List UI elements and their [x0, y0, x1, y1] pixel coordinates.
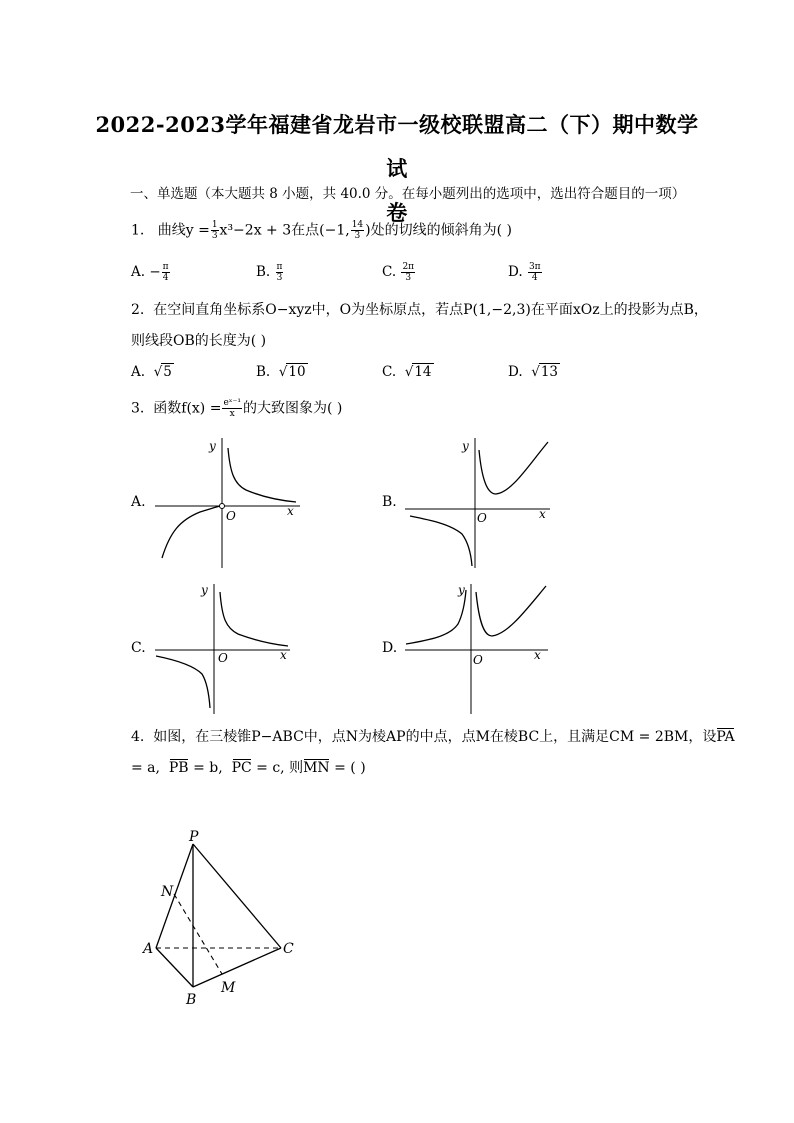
axis-y-label: y [458, 583, 465, 597]
axis-x-label: x [539, 507, 546, 521]
q3-label-c: C. [131, 640, 146, 656]
q2-option-c: C. √14 [382, 364, 432, 380]
q3-label-d: D. [382, 640, 398, 656]
q2-option-b: B. √10 [256, 364, 306, 380]
fraction: $\frac{\text{eˣ⁻¹}}{x}$ [223, 398, 241, 419]
origin-label: O [218, 651, 228, 665]
q2-line-1: 在空间直角坐标系O−xyz中，O为坐标原点，若点P(1,−2,3)在平面xOz上的投影为点B， [153, 302, 708, 318]
point-c-label: C [283, 941, 294, 957]
point-m-label: M [221, 980, 236, 996]
q3-graph-d [400, 578, 560, 718]
origin-label: O [473, 653, 483, 667]
q2-option-a: A. √5 [131, 364, 172, 380]
axis-y-label: y [462, 439, 469, 453]
axis-y-label: y [201, 583, 208, 597]
q1-text-before: 曲线y = [157, 222, 210, 239]
q1-option-b: B. $\frac{\pi}{3}$ [256, 262, 283, 283]
fraction: $\frac{14}{3}$ [351, 220, 364, 241]
q3-graph-b [400, 432, 560, 572]
q3-graph-c [150, 578, 310, 718]
q1-option-c: C. $\frac{2\pi}{3}$ [382, 262, 415, 283]
question-4 [131, 727, 735, 747]
axis-y-label: y [209, 439, 216, 453]
question-number: 3. [131, 400, 145, 417]
section-heading: 一、单选题（本大题共 8 小题，共 40.0 分。在每小题列出的选项中，选出符合题目的一项） [130, 186, 686, 202]
point-b-label: B [186, 992, 197, 1008]
point-n-label: N [161, 884, 174, 900]
q3-text-before: 函数f(x) = [153, 400, 222, 417]
axis-x-label: x [287, 504, 294, 518]
q1-option-a: A. − $\frac{\pi}{4}$ [131, 262, 169, 283]
origin-label: O [226, 509, 236, 523]
q4-line-2: = a, PB = b, PC = c, 则MN = ( ) [131, 760, 366, 776]
question-1 [131, 220, 512, 241]
q4-line-1: 如图，在三棱锥P−ABC中，点N为棱AP的中点，点M在棱BC上，且满足CM = 2BM，设 [153, 729, 717, 745]
vector-pb: PB [168, 760, 189, 776]
vector-mn: MN [303, 760, 330, 776]
q1-option-d: D. $\frac{3\pi}{4}$ [508, 262, 541, 283]
point-a-label: A [143, 941, 154, 957]
axis-x-label: x [280, 648, 287, 662]
title-line-1: 2022-2023学年福建省龙岩市一级校联盟高二（下）期中数学试 [95, 112, 699, 181]
vector-pc: PC [231, 760, 252, 776]
fraction: $\frac{1}{3}$ [211, 220, 218, 241]
q2-option-d: D. √13 [508, 364, 559, 380]
point-p-label: P [189, 829, 199, 845]
q3-label-a: A. [131, 494, 146, 510]
title-line-2: 卷 [386, 200, 408, 225]
q2-line-2: 则线段OB的长度为( ) [131, 333, 267, 349]
q3-label-b: B. [382, 494, 397, 510]
origin-label: O [477, 511, 487, 525]
q1-text-after: )处的切线的倾斜角为( ) [365, 222, 512, 239]
question-2 [131, 300, 708, 320]
question-3 [131, 398, 342, 419]
q3-text-after: 的大致图象为( ) [242, 400, 343, 417]
q3-graph-a [150, 432, 310, 572]
question-number: 4. [131, 729, 145, 745]
vector-pa: PA [716, 729, 735, 745]
tetrahedron-figure [140, 826, 310, 1011]
q1-text-mid: x³−2x + 3在点(−1, [219, 222, 350, 239]
axis-x-label: x [534, 648, 541, 662]
question-number: 1. [131, 222, 145, 239]
question-number: 2. [131, 302, 145, 318]
exam-title [90, 103, 704, 235]
